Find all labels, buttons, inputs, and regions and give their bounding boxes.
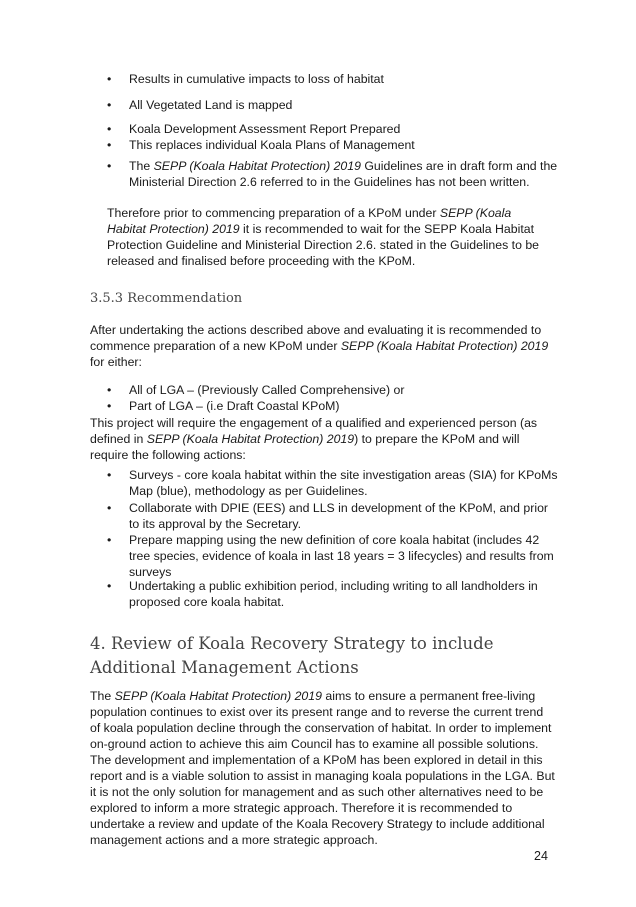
bullet-text: Undertaking a public exhibition period, including writing to all landholders in proposed core koala habitat. — [129, 579, 538, 609]
bullet-symbol: • — [107, 138, 112, 152]
project-paragraph: This project will require the engagement of a qualified and experienced person (as defined in SEPP (Koala Habitat Protection) 2019) to prepare the KPoM and will require the following actions: — [90, 416, 538, 462]
page-number: 24 — [534, 849, 548, 863]
therefore-paragraph: Therefore prior to commencing preparation of a KPoM under SEPP (Koala Habitat Protection) 2019 it is recommended to wait for the SEPP Koala Habitat Protection Guideline and Ministerial Direction 2.6. stated in the Guidelines to be released and finalised before proceeding with the KPoM. — [107, 206, 540, 268]
bullet-text: Part of LGA – (i.e Draft Coastal KPoM) — [129, 399, 340, 413]
section-heading-3-5-3: 3.5.3 Recommendation — [90, 291, 243, 306]
bullet-symbol: • — [107, 159, 112, 173]
bullet-text: Koala Development Assessment Report Prepared — [129, 122, 401, 136]
bullet-symbol: • — [107, 383, 112, 397]
section-heading-4: 4. Review of Koala Recovery Strategy to include Additional Management Actions — [90, 634, 494, 677]
recommendation-paragraph: After undertaking the actions described above and evaluating it is recommended to commence preparation of a new KPoM under SEPP (Koala Habitat Protection) 2019 for either: — [90, 323, 549, 369]
bullet-text: Collaborate with DPIE (EES) and LLS in development of the KPoM, and prior to its approval by the Secretary. — [129, 501, 549, 531]
bullet-text: Results in cumulative impacts to loss of habitat — [129, 72, 384, 86]
section-4-paragraph: The SEPP (Koala Habitat Protection) 2019 aims to ensure a permanent free-living population continues to exist over its present range and to reverse the current trend of koala population decline through the conservation of habitat. In order to implement on-ground action to achieve this aim Council has to examine all possible solutions. The development and implementation of a KPoM has been explored in detail in this report and is a viable solution to assist in managing koala populations in the LGA. But it is not the only solution for management and as such other alternatives need to be explored to inform a more strategic approach. Therefore it is recommended to undertake a review and update of the Koala Recovery Strategy to include additional management actions and a more strategic approach. — [90, 689, 555, 847]
bullet-symbol: • — [107, 533, 112, 547]
bullet-text: This replaces individual Koala Plans of Management — [129, 138, 415, 152]
bullet-text: Prepare mapping using the new definition of core koala habitat (includes 42 tree species, evidence of koala in last 18 years = 3 lifecycles) and results from surveys — [129, 533, 554, 579]
bullet-symbol: • — [107, 501, 112, 515]
bullet-symbol: • — [107, 579, 112, 593]
bullet-symbol: • — [107, 98, 112, 112]
bullet-symbol: • — [107, 399, 112, 413]
bullet-text: All of LGA – (Previously Called Comprehensive) or — [129, 383, 405, 397]
bullet-symbol: • — [107, 468, 112, 482]
bullet-text: Surveys - core koala habitat within the site investigation areas (SIA) for KPoMs Map (blue), methodology as per Guidelines. — [129, 468, 558, 498]
bullet-text-sepp: The SEPP (Koala Habitat Protection) 2019 Guidelines are in draft form and the Ministerial Direction 2.6 referred to in the Guidelines has not been written. — [129, 159, 558, 189]
bullet-symbol: • — [107, 122, 112, 136]
bullet-text: All Vegetated Land is mapped — [129, 98, 293, 112]
bullet-symbol: • — [107, 72, 112, 86]
